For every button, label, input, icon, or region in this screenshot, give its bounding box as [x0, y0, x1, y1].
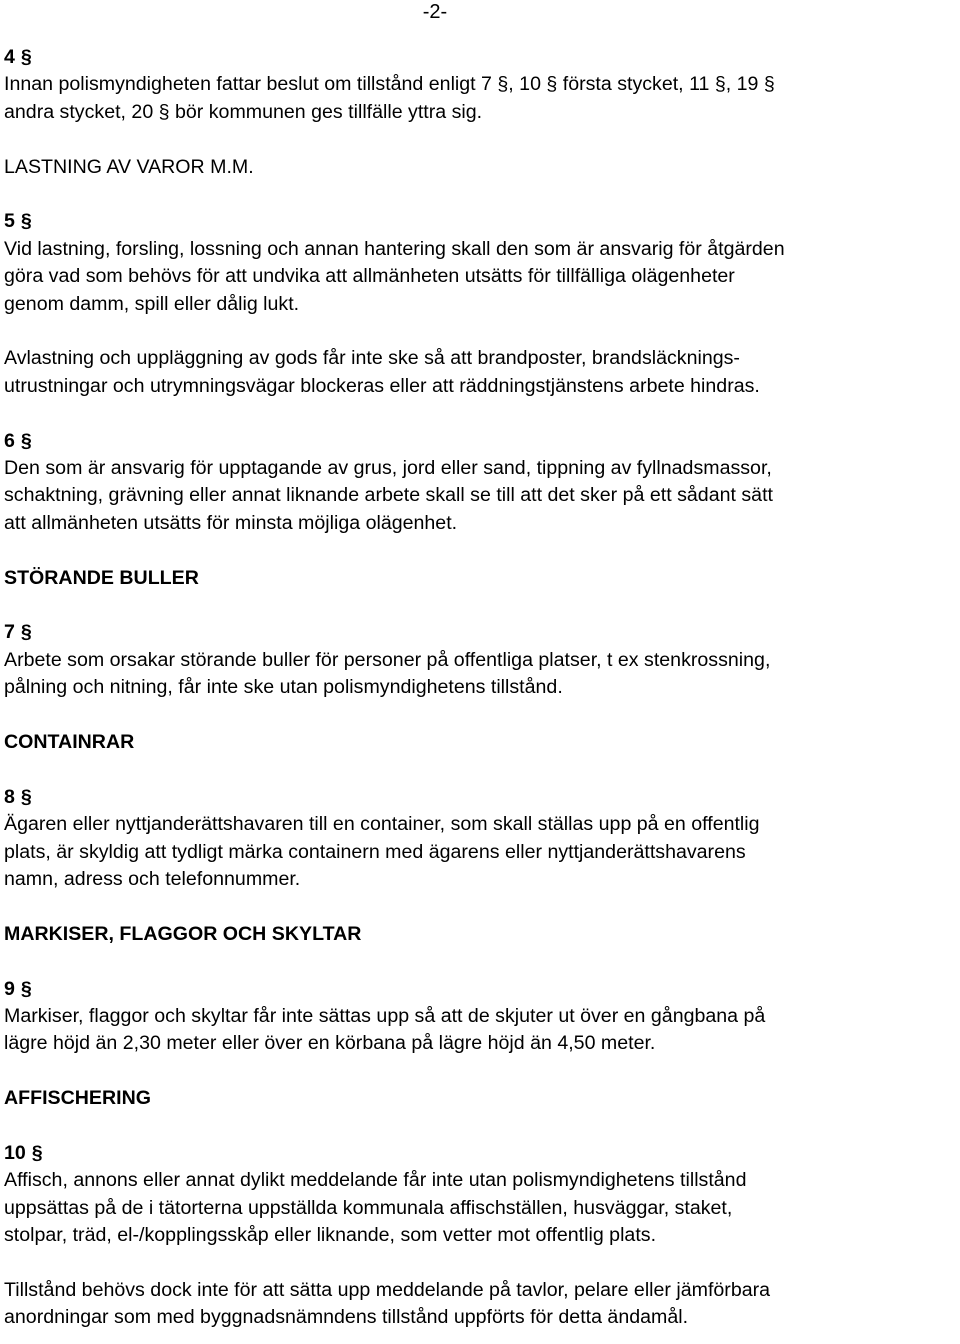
paragraph-gap: [4, 702, 944, 729]
section-sign: §: [20, 46, 32, 68]
paragraph-gap: [4, 181, 944, 208]
text-line: Arbete som orsakar störande buller för personer på offentliga platser, t ex stenkrossning,: [4, 648, 771, 671]
paragraph-number-value: 4: [4, 46, 15, 68]
paragraph-number: [4, 619, 944, 646]
paragraph-gap: [4, 592, 944, 619]
paragraph-number: [4, 208, 944, 235]
text-line: plats, är skyldig att tydligt märka containern med ägarens eller nyttjanderättshavarens: [4, 840, 746, 863]
paragraph-gap: [4, 1058, 944, 1085]
document-body: [4, 44, 944, 1332]
text-line: uppsättas på de i tätorterna uppställda kommunala affischställen, husväggar, staket,: [4, 1196, 733, 1219]
section-sign: §: [20, 621, 32, 644]
text-line: att allmänheten utsätts för minsta möjliga olägenhet.: [4, 511, 458, 534]
paragraph-number-value: 8: [4, 785, 15, 808]
paragraph-number-value: 7: [4, 621, 15, 644]
body-paragraph: [4, 647, 944, 702]
text-line: göra vad som behövs för att undvika att allmänheten utsätts för tillfälliga olägenheter: [4, 265, 735, 288]
paragraph-gap: [4, 537, 944, 564]
paragraph-number: [4, 1140, 944, 1167]
section-sign: §: [31, 1142, 43, 1165]
paragraph-gap: [4, 756, 944, 783]
body-paragraph: [4, 236, 944, 318]
text-line: Affisch, annons eller annat dylikt meddelande får inte utan polismyndighetens tillstånd: [4, 1169, 747, 1192]
text-line: genom damm, spill eller dålig lukt.: [4, 292, 300, 315]
text-line: anordningar som med byggnadsnämndens tillstånd uppförts för detta ändamål.: [4, 1306, 689, 1329]
paragraph-number: [4, 784, 944, 811]
section-sign: §: [20, 210, 32, 233]
paragraph-number: [4, 44, 944, 71]
paragraph-number-value: 10: [4, 1142, 26, 1165]
text-line: schaktning, grävning eller annat liknande arbete skall se till att det sker på ett sådant sätt: [4, 484, 773, 507]
section-heading: STÖRANDE BULLER: [4, 566, 199, 589]
paragraph-gap: [4, 126, 944, 153]
section-sign: §: [20, 977, 32, 1000]
text-line: andra stycket, 20 § bör kommunen ges tillfälle yttra sig.: [4, 100, 483, 123]
text-line: lägre höjd än 2,30 meter eller över en körbana på lägre höjd än 4,50 meter.: [4, 1032, 656, 1055]
text-line: Vid lastning, forsling, lossning och annan hantering skall den som är ansvarig för åtgärden: [4, 237, 785, 260]
paragraph-gap: [4, 318, 944, 345]
text-line: pålning och nitning, får inte ske utan polismyndighetens tillstånd.: [4, 676, 563, 699]
paragraph-gap: [4, 893, 944, 920]
text-line: Innan polismyndigheten fattar beslut om tillstånd enligt 7 §, 10 § första stycket, 11 §, 19 §: [4, 73, 775, 96]
text-line: utrustningar och utrymningsvägar blockeras eller att räddningstjänstens arbete hindras.: [4, 374, 760, 397]
text-line: Tillstånd behövs dock inte för att sätta upp meddelande på tavlor, pelare eller jämförbara: [4, 1279, 771, 1302]
paragraph-number: [4, 428, 944, 455]
paragraph-number-value: 5: [4, 210, 15, 233]
section-sign: §: [20, 429, 32, 452]
text-line: Markiser, flaggor och skyltar får inte sättas upp så att de skjuter ut över en gångbana på: [4, 1005, 766, 1028]
paragraph-number-value: 9: [4, 977, 15, 1000]
section-sign: §: [20, 785, 32, 808]
text-line: Avlastning och uppläggning av gods får inte ske så att brandposter, brandsläcknings-: [4, 347, 740, 370]
section-heading: CONTAINRAR: [4, 731, 135, 754]
body-paragraph: [4, 811, 944, 893]
paragraph-gap: [4, 400, 944, 427]
paragraph-gap: [4, 948, 944, 975]
page-number: -2-: [422, 1, 448, 23]
text-line: Den som är ansvarig för upptagande av grus, jord eller sand, tippning av fyllnadsmassor,: [4, 457, 772, 480]
section-heading: MARKISER, FLAGGOR OCH SKYLTAR: [4, 922, 362, 945]
paragraph-number-value: 6: [4, 429, 15, 452]
body-paragraph: [4, 71, 944, 126]
paragraph-number: [4, 976, 944, 1003]
body-paragraph: [4, 345, 944, 400]
body-paragraph: [4, 1277, 944, 1332]
paragraph-gap: [4, 1113, 944, 1140]
body-paragraph: [4, 455, 944, 537]
text-line: Ägaren eller nyttjanderättshavaren till en container, som skall ställas upp på en offentlig: [4, 813, 760, 836]
paragraph-gap: [4, 1250, 944, 1277]
text-line: stolpar, träd, el-/kopplingsskåp eller liknande, som vetter mot offentlig plats.: [4, 1224, 657, 1247]
section-heading: AFFISCHERING: [4, 1087, 151, 1110]
text-line: namn, adress och telefonnummer.: [4, 868, 301, 891]
section-heading: LASTNING AV VAROR M.M.: [4, 155, 254, 178]
body-paragraph: [4, 1003, 944, 1058]
body-paragraph: [4, 1167, 944, 1249]
